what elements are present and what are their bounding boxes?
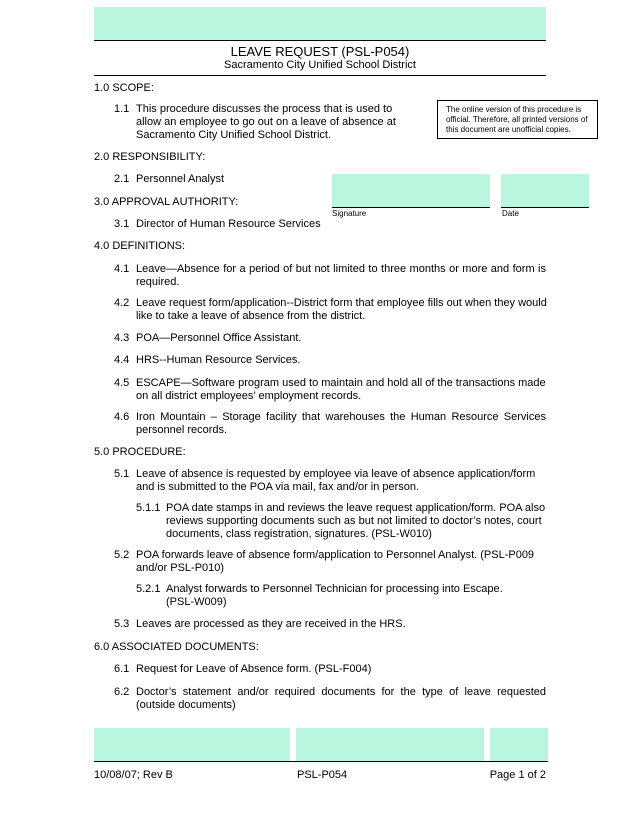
item-text: POA—Personnel Office Assistant. xyxy=(136,332,302,344)
signature-label: Signature xyxy=(332,209,367,218)
item-number: 5.1.1 xyxy=(136,502,161,514)
section-heading-definitions: 4.0 DEFINITIONS: xyxy=(94,240,186,252)
online-version-notice: The online version of this procedure is official. Therefore, all printed versions of this document are unofficial copies. xyxy=(437,100,598,139)
signature-field xyxy=(332,174,490,207)
footer-rule xyxy=(94,761,548,762)
item-number: 5.1 xyxy=(114,468,130,480)
footer-date-revision: 10/08/07; Rev B xyxy=(94,769,173,781)
item-text: HRS--Human Resource Services. xyxy=(136,354,301,366)
item-text: Iron Mountain – Storage facility that warehouses the Human Resource Services personnel records. xyxy=(136,411,546,436)
item-number: 2.1 xyxy=(114,173,130,185)
item-text: ESCAPE—Software program used to maintain and hold all of the transactions made on all district employees’ employment records. xyxy=(136,377,546,402)
item-text: Leaves are processed as they are received in the HRS. xyxy=(136,618,406,630)
footer-page-number: Page 1 of 2 xyxy=(489,769,546,781)
item-text: Leave—Absence for a period of but not limited to three months or more and form is required. xyxy=(136,263,546,288)
item-text: Director of Human Resource Services xyxy=(136,218,321,230)
header-bottom-rule xyxy=(94,75,546,76)
item-number: 6.1 xyxy=(114,663,130,675)
date-field xyxy=(501,174,589,207)
item-number: 5.3 xyxy=(114,618,130,630)
item-number: 4.2 xyxy=(114,297,130,309)
item-number: 5.2 xyxy=(114,549,130,561)
item-text: Analyst forwards to Personnel Technician for processing into Escape. (PSL-W009) xyxy=(166,583,503,608)
footer-band-center xyxy=(296,728,484,761)
item-number: 4.3 xyxy=(114,332,130,344)
page-subtitle: Sacramento City Unified School District xyxy=(224,59,416,71)
section-heading-procedure: 5.0 PROCEDURE: xyxy=(94,446,186,458)
page-title: LEAVE REQUEST (PSL-P054) xyxy=(230,44,410,59)
item-number: 4.1 xyxy=(114,263,130,275)
item-number: 4.6 xyxy=(114,411,130,423)
footer-document-id: PSL-P054 xyxy=(297,769,348,781)
item-text: Leave request form/application--District form that employee fills out when they would like to take a leave of absence from the district. xyxy=(136,297,547,322)
item-number: 3.1 xyxy=(114,218,130,230)
item-number: 5.2.1 xyxy=(136,583,161,595)
section-heading-responsibility: 2.0 RESPONSIBILITY: xyxy=(94,151,206,163)
item-text: Request for Leave of Absence form. (PSL-F004) xyxy=(136,663,372,675)
section-heading-scope: 1.0 SCOPE: xyxy=(94,82,154,94)
section-heading-associated-documents: 6.0 ASSOCIATED DOCUMENTS: xyxy=(94,641,259,653)
signature-line xyxy=(332,207,490,208)
section-heading-approval-authority: 3.0 APPROVAL AUTHORITY: xyxy=(94,196,239,208)
date-label: Date xyxy=(502,209,519,218)
date-line xyxy=(501,207,589,208)
header-band xyxy=(94,7,546,40)
item-text: POA date stamps in and reviews the leave request application/form. POA also reviews supporting documents such as but not limited to doctor’s notes, court documents, class registration, signatures. (PSL-W010) xyxy=(166,502,546,540)
item-number: 4.5 xyxy=(114,377,130,389)
item-number: 4.4 xyxy=(114,354,130,366)
item-text: POA forwards leave of absence form/application to Personnel Analyst. (PSL-P009 and/or PSL-P010) xyxy=(136,549,535,574)
item-text: Leave of absence is requested by employee via leave of absence application/form and is submitted to the POA via mail, fax and/or in person. xyxy=(136,468,536,493)
header-top-rule xyxy=(94,40,546,41)
item-text: Personnel Analyst xyxy=(136,173,225,185)
item-number: 6.2 xyxy=(114,686,130,698)
item-text: This procedure discusses the process that is used to allow an employee to go out on a leave of absence at Sacramento City Unified School District. xyxy=(136,103,396,141)
footer-band-left xyxy=(94,728,290,761)
footer-band-right xyxy=(490,728,548,761)
item-number: 1.1 xyxy=(114,103,130,115)
item-text: Doctor’s statement and/or required documents for the type of leave requested (outside documents) xyxy=(136,686,546,711)
